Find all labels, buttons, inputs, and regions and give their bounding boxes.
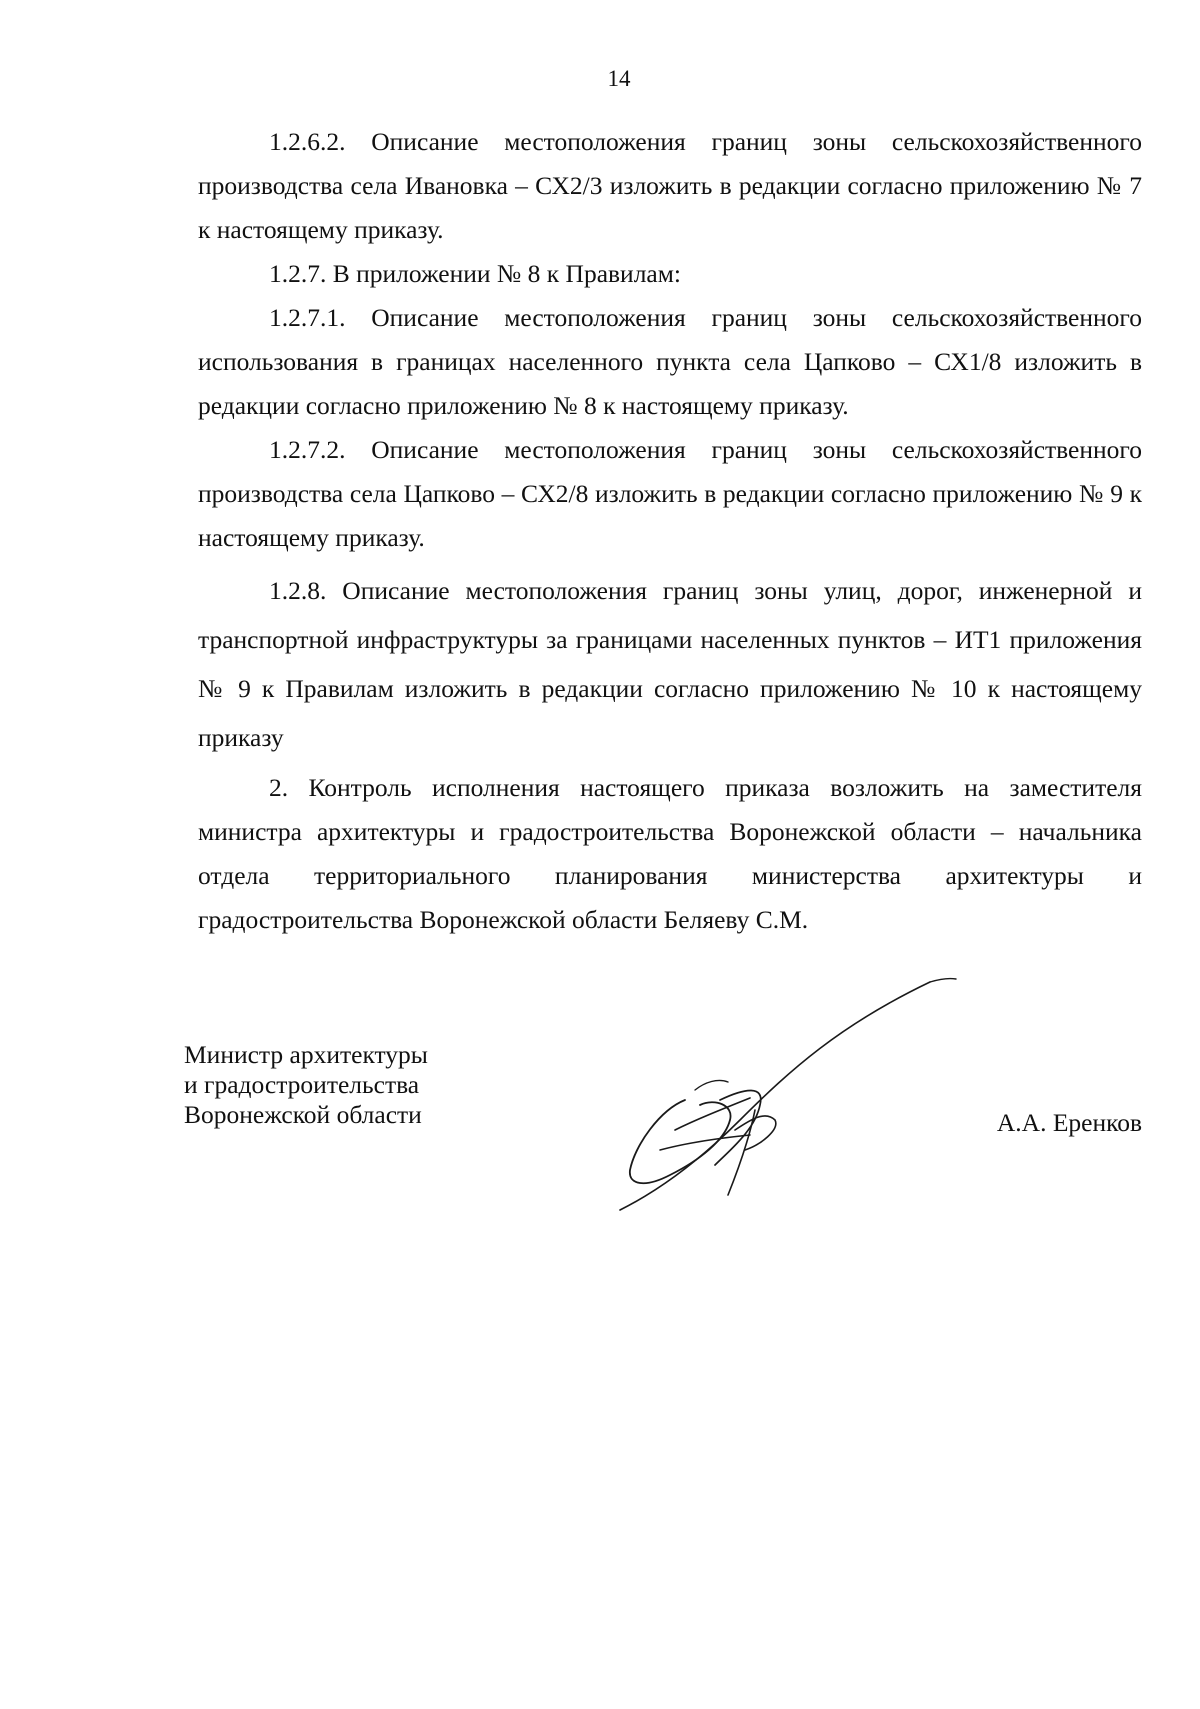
document-body: [198, 120, 1142, 942]
paragraph-1-2-7-1: 1.2.7.1. Описание местоположения границ зоны сельскохозяйственного использования в границах населенного пункта села Цапково – СХ1/8 изложить в редакции согласно приложению № 8 к настоящему приказу.: [198, 303, 1142, 420]
paragraph-1-2-6-2: 1.2.6.2. Описание местоположения границ зоны сельскохозяйственного производства села Ивановка – СХ2/3 изложить в редакции согласно приложению № 7 к настоящему приказу.: [198, 127, 1142, 244]
paragraph-1-2-7: 1.2.7. В приложении № 8 к Правилам:: [269, 259, 681, 288]
signatory-title-line: Воронежской области: [184, 1100, 422, 1129]
paragraph-1-2-8: 1.2.8. Описание местоположения границ зоны улиц, дорог, инженерной и транспортной инфраструктуры за границами населенных пунктов – ИТ1 приложения № 9 к Правилам изложить в редакции согласно приложению № 10 к настоящему приказу: [198, 576, 1142, 752]
paragraph-1-2-7-2: 1.2.7.2. Описание местоположения границ зоны сельскохозяйственного производства села Цапково – СХ2/8 изложить в редакции согласно приложению № 9 к настоящему приказу.: [198, 435, 1142, 552]
handwritten-signature: [600, 970, 980, 1220]
signatory-title-line: Министр архитектуры: [184, 1040, 428, 1069]
signatory-title-line: и градостроительства: [184, 1070, 420, 1099]
page-number: 14: [607, 66, 631, 91]
signatory-title: [184, 1040, 428, 1130]
paragraph-2-control: 2. Контроль исполнения настоящего приказа возложить на заместителя министра архитектуры и градостроительства Воронежской области – начальника отдела территориального планирования министерства архитектуры и градостроительства Воронежской области Беляеву С.М.: [198, 773, 1142, 934]
signer-name: А.А. Еренков: [996, 1108, 1142, 1137]
